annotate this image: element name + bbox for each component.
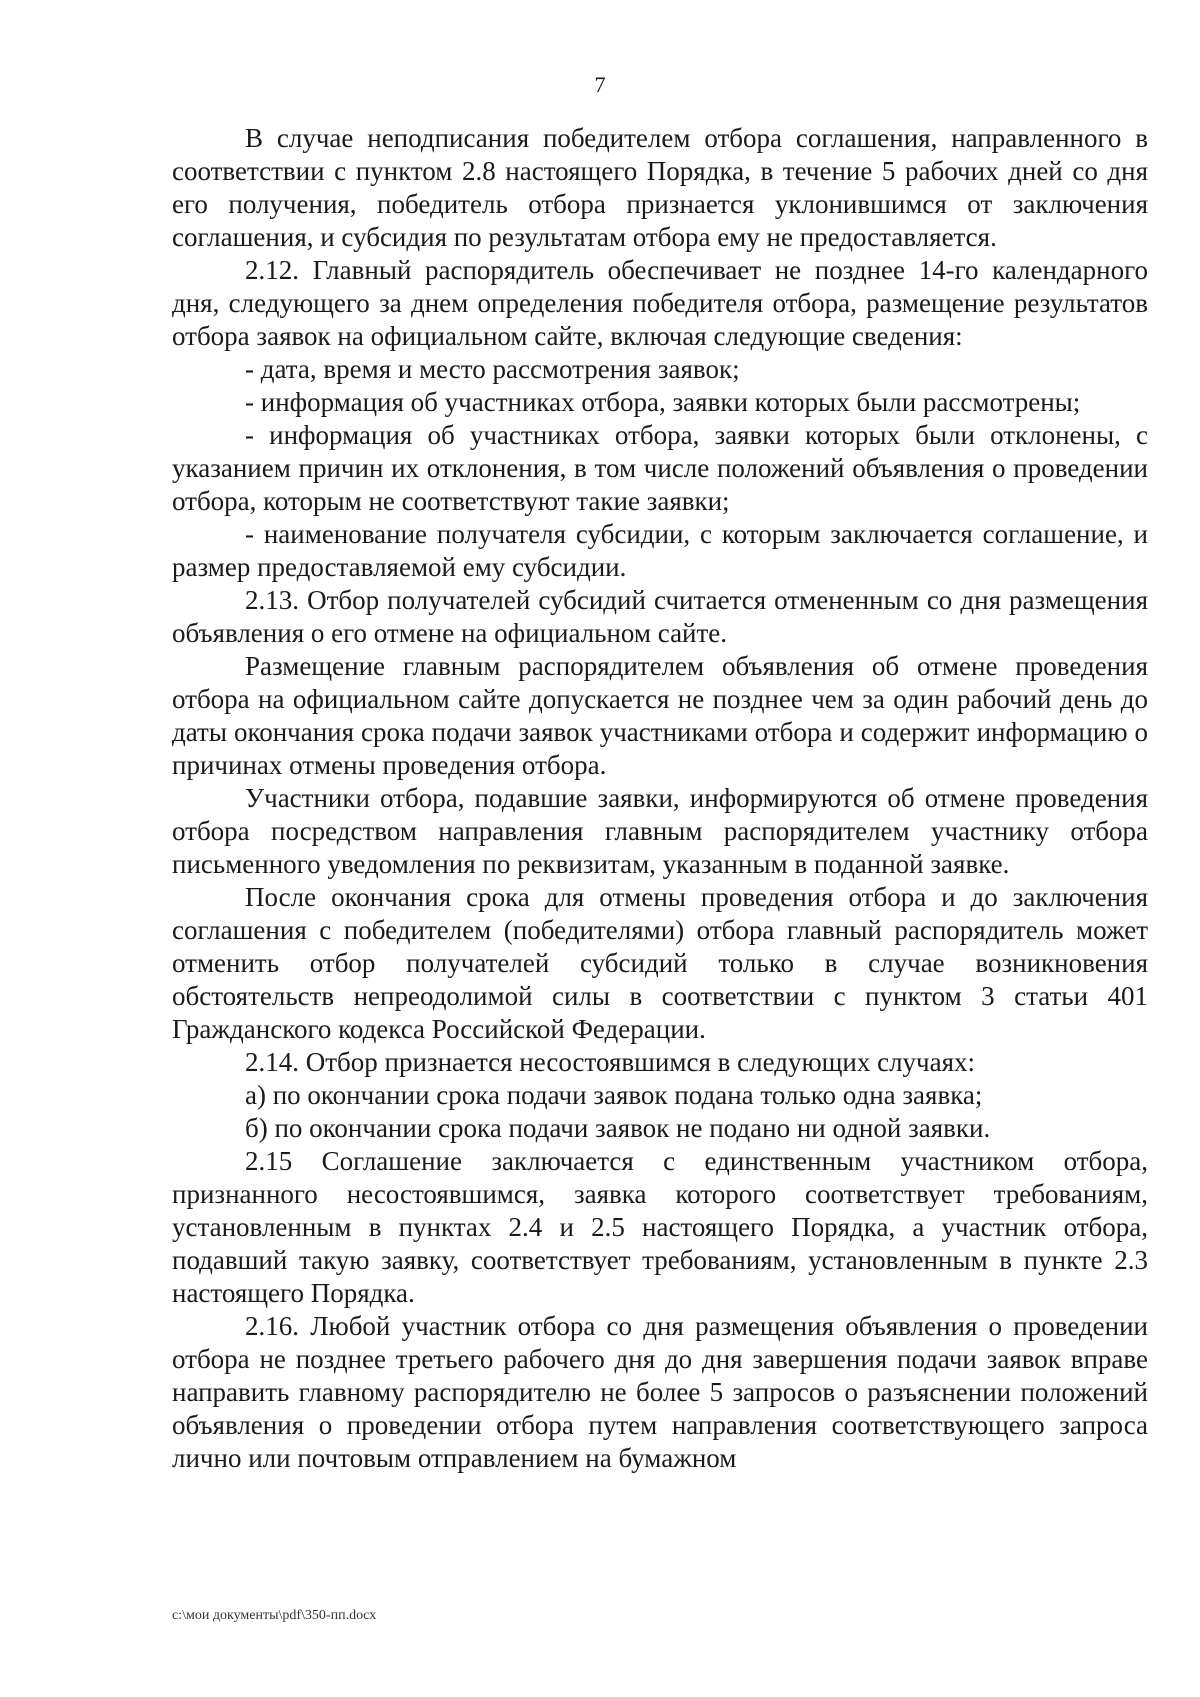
paragraph-force-majeure: После окончания срока для отмены проведения отбора и до заключения соглашения с победителем (победителями) отбора главный распорядитель может отменить отбор получателей субсидий только в случае возникновения обстоятельств непреодолимой силы в соответствии с пунктом 3 статьи 401 Гражданского кодекса Российской Федерации. — [172, 882, 1148, 1044]
paragraph-refusal-to-sign: В случае неподписания победителем отбора соглашения, направленного в соответствии с пунктом 2.8 настоящего Порядка, в течение 5 рабочих дней со дня его получения, победитель отбора признается уклонившимся от заключения соглашения, и субсидия по результатам отбора ему не предоставляется. — [172, 123, 1148, 252]
list-item-recipient-name: - наименование получателя субсидии, с которым заключается соглашение, и размер предоставляемой ему субсидии. — [172, 519, 1148, 582]
list-item-b-no-applications: б) по окончании срока подачи заявок не подано ни одной заявки. — [245, 1113, 991, 1143]
list-item-a-single-application: а) по окончании срока подачи заявок подана только одна заявка; — [245, 1080, 983, 1110]
paragraph-participants-notified: Участники отбора, подавшие заявки, информируются об отмене проведения отбора посредством направления главным распорядителем участнику отбора письменного уведомления по реквизитам, указанным в поданной заявке. — [172, 783, 1148, 879]
paragraph-2-13: 2.13. Отбор получателей субсидий считается отмененным со дня размещения объявления о его отмене на официальном сайте. — [172, 585, 1148, 648]
paragraph-2-15: 2.15 Соглашение заключается с единственным участником отбора, признанного несостоявшимся, заявка которого соответствует требованиям, установленным в пунктах 2.4 и 2.5 настоящего Порядка, а участник отбора, подавший такую заявку, соответствует требованиям, установленным в пункте 2.3 настоящего Порядка. — [172, 1146, 1148, 1308]
document-body — [172, 122, 1148, 1475]
file-path-footer: c:\мои документы\pdf\350-пп.docx — [172, 1608, 377, 1623]
page-number: 7 — [594, 72, 606, 97]
paragraph-2-12: 2.12. Главный распорядитель обеспечивает не позднее 14-го календарного дня, следующего за днем определения победителя отбора, размещение результатов отбора заявок на официальном сайте, включая следующие сведения: — [172, 255, 1148, 351]
list-item-rejected-participants: - информация об участниках отбора, заявки которых были отклонены, с указанием причин их отклонения, в том числе положений объявления о проведении отбора, которым не соответствуют такие заявки; — [172, 420, 1148, 516]
paragraph-cancellation-posting: Размещение главным распорядителем объявления об отмене проведения отбора на официальном сайте допускается не позднее чем за один рабочий день до даты окончания срока подачи заявок участниками отбора и содержит информацию о причинах отмены проведения отбора. — [172, 651, 1148, 780]
list-item-date-time-place: - дата, время и место рассмотрения заявок; — [245, 354, 740, 384]
paragraph-2-16: 2.16. Любой участник отбора со дня размещения объявления о проведении отбора не позднее третьего рабочего дня до дня завершения подачи заявок вправе направить главному распорядителю не более 5 запросов о разъяснении положений объявления о проведении отбора путем направления соответствующего запроса лично или почтовым отправлением на бумажном — [172, 1311, 1148, 1473]
list-item-considered-participants: - информация об участниках отбора, заявки которых были рассмотрены; — [245, 387, 1081, 417]
paragraph-2-14: 2.14. Отбор признается несостоявшимся в следующих случаях: — [245, 1047, 976, 1077]
